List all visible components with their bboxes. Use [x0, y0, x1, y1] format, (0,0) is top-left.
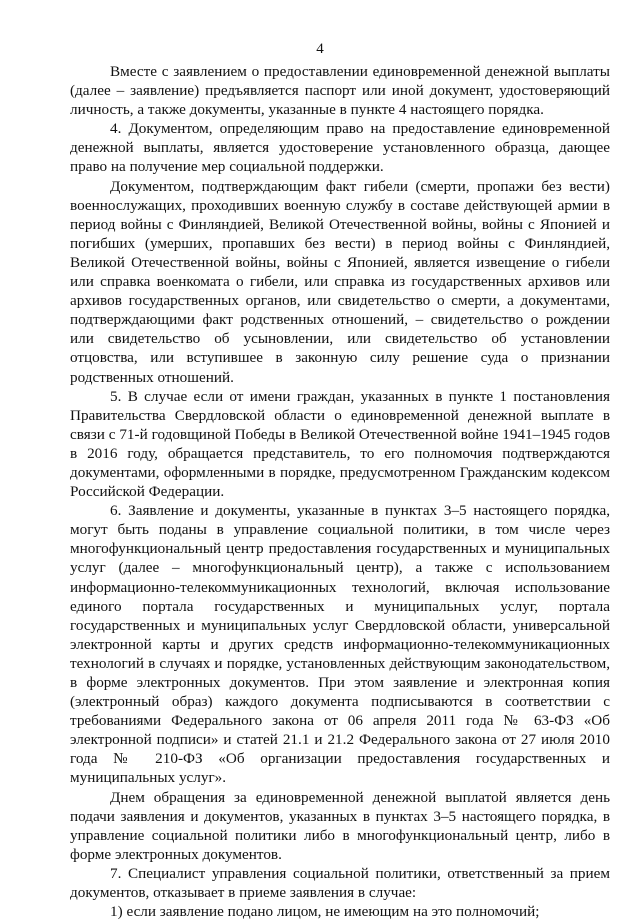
paragraph-item-6-submission: 6. Заявление и документы, указанные в пунктах 3–5 настоящего порядка, могут быть поданы в управление социальной политики, в том числе через многофункциональный центр предоставления государственных и муниципальных услуг (далее – многофункциональный центр), а также с использованием информационно-телекоммуникационных технологий, включая использование единого портала государственных и муниципальных услуг, портала государственных и муниципальных услуг Свердловской области, универсальной электронной карты и других средств информационно-телекоммуникационных технологий в случаях и порядке, установленных действующим законодательством, в форме электронных документов. При этом заявление и электронная копия (электронный образ) каждого документа подписываются в соответствии с требованиями Федерального закона от 06 апреля 2011 года № 63-ФЗ «Об электронной подписи» и статей 21.1 и 21.2 Федерального закона от 27 июля 2010 года № 210-ФЗ «Об организации предоставления государственных и муниципальных услуг». — [70, 502, 610, 787]
paragraph-death-confirmation-documents: Документом, подтверждающим факт гибели (смерти, пропажи без вести) военнослужащих, проходивших военную службу в составе действующей армии в период войны с Финляндией, Великой Отечественной войны, войны с Японией и погибших (умерших, пропавших без вести) в период войны с Финляндией, Великой Отечественной войны, войны с Японией, является извещение о гибели или справка военкомата о гибели, или справка из государственных архивов или архивов государственных органов, или свидетельство о смерти, а документами, подтверждающими факт родственных отношений, – свидетельство о рождении или свидетельство об усыновлении, или свидетельство об установлении отцовства, или вступившее в законную силу решение суда о признании родственных отношений. — [70, 177, 610, 386]
page-number: 4 — [316, 41, 324, 57]
paragraph-item-4-certificate: 4. Документом, определяющим право на предоставление единовременной денежной выплаты, является удостоверение установленного образца, дающее право на получение мер социальной поддержки. — [70, 120, 610, 176]
paragraph-refusal-reason-1: 1) если заявление подано лицом, не имеющим на это полномочий; — [110, 903, 540, 921]
paragraph-passport-requirement: Вместе с заявлением о предоставлении единовременной денежной выплаты (далее – заявление) предъявляется паспорт или иной документ, удостоверяющий личность, а также документы, указанные в пункте 4 настоящего порядка. — [70, 63, 610, 119]
paragraph-item-7-refusal: 7. Специалист управления социальной политики, ответственный за прием документов, отказывает в приеме заявления в случае: — [70, 864, 610, 902]
paragraph-application-date: Днем обращения за единовременной денежной выплатой является день подачи заявления и документов, указанных в пунктах 3–5 настоящего порядка, в управление социальной политики либо в многофункциональный центр, либо в форме электронных документов. — [70, 788, 610, 863]
document-body — [70, 62, 610, 921]
paragraph-item-5-representative: 5. В случае если от имени граждан, указанных в пункте 1 постановления Правительства Свердловской области о единовременной денежной выплате в связи с 71-й годовщиной Победы в Великой Отечественной войне 1941–1945 годов в 2016 году, обращается представитель, то его полномочия подтверждаются документами, оформленными в порядке, предусмотренном Гражданским кодексом Российской Федерации. — [70, 387, 610, 501]
